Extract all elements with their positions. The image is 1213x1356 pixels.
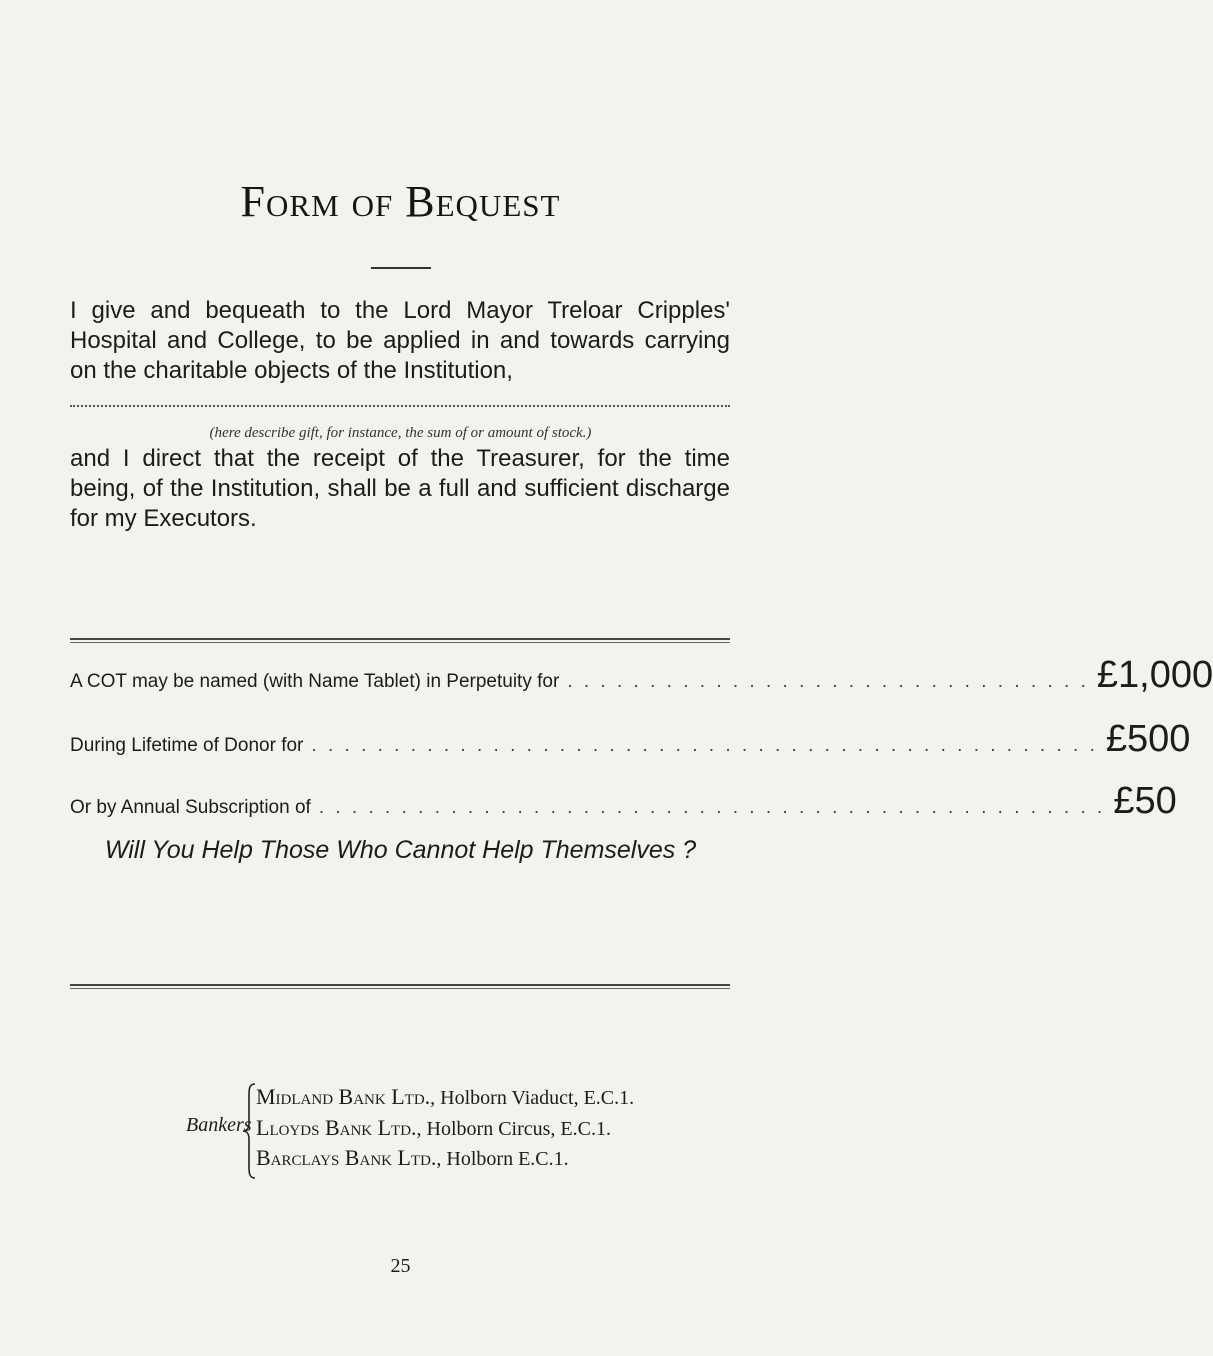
bank-entry-midland: [256, 1084, 634, 1110]
offer-row-cot: [70, 654, 1213, 700]
offer-amount: £50: [1113, 780, 1177, 822]
offer-label: Or by Annual Subscription of: [70, 797, 311, 818]
bank-entry-lloyds: [256, 1115, 611, 1141]
bank-address: , Holborn Circus, E.C.1.: [416, 1118, 611, 1140]
bank-entry-barclays: [256, 1145, 569, 1171]
offer-label: During Lifetime of Donor for: [70, 735, 304, 756]
offer-row-annual: [70, 780, 1177, 826]
section-divider-top-thin: [70, 642, 730, 643]
bank-name: Midland Bank Ltd.: [256, 1084, 431, 1109]
title-divider: [371, 267, 431, 269]
bank-address: , Holborn Viaduct, E.C.1.: [430, 1087, 635, 1109]
leader-dots: . . . . . . . . . . . . . . . . . . . . . . . . . . . . . . . . . . . . . . . . . . . . . . . .: [318, 797, 1106, 818]
offer-amount: £1,000: [1096, 654, 1213, 696]
page-number: 25: [390, 1255, 411, 1277]
brace-icon: [242, 1083, 256, 1179]
offer-amount: £500: [1105, 718, 1191, 760]
gift-fill-note: (here describe gift, for instance, the sum of or amount of stock.): [209, 425, 592, 441]
section-divider-bottom: [70, 984, 730, 986]
section-divider-top: [70, 638, 730, 640]
offer-label: A COT may be named (with Name Tablet) in Perpetuity for: [70, 671, 560, 692]
bankers-label: Bankers: [186, 1114, 252, 1136]
bank-name: Lloyds Bank Ltd.: [256, 1115, 417, 1140]
leader-dots: . . . . . . . . . . . . . . . . . . . . . . . . . . . . . . . .: [567, 671, 1089, 692]
section-divider-bottom-thin: [70, 988, 730, 989]
bequest-paragraph-1: I give and bequeath to the Lord Mayor Treloar Cripples' Hospital and College, to be applied in and towards carrying on the charitable objects of the Institution,: [70, 297, 730, 384]
offer-row-lifetime: [70, 718, 1191, 764]
bequest-paragraph-2: and I direct that the receipt of the Treasurer, for the time being, of the Institution, shall be a full and sufficient discharge for my Executors.: [70, 445, 730, 532]
bank-name: Barclays Bank Ltd.: [256, 1145, 437, 1170]
appeal-slogan: Will You Help Those Who Cannot Help Themselves ?: [104, 836, 697, 864]
leader-dots: . . . . . . . . . . . . . . . . . . . . . . . . . . . . . . . . . . . . . . . . . . . . . . . .: [311, 735, 1098, 756]
bank-address: , Holborn E.C.1.: [436, 1148, 569, 1170]
gift-fill-line: [70, 405, 730, 407]
page-title: Form of Bequest: [240, 177, 561, 226]
